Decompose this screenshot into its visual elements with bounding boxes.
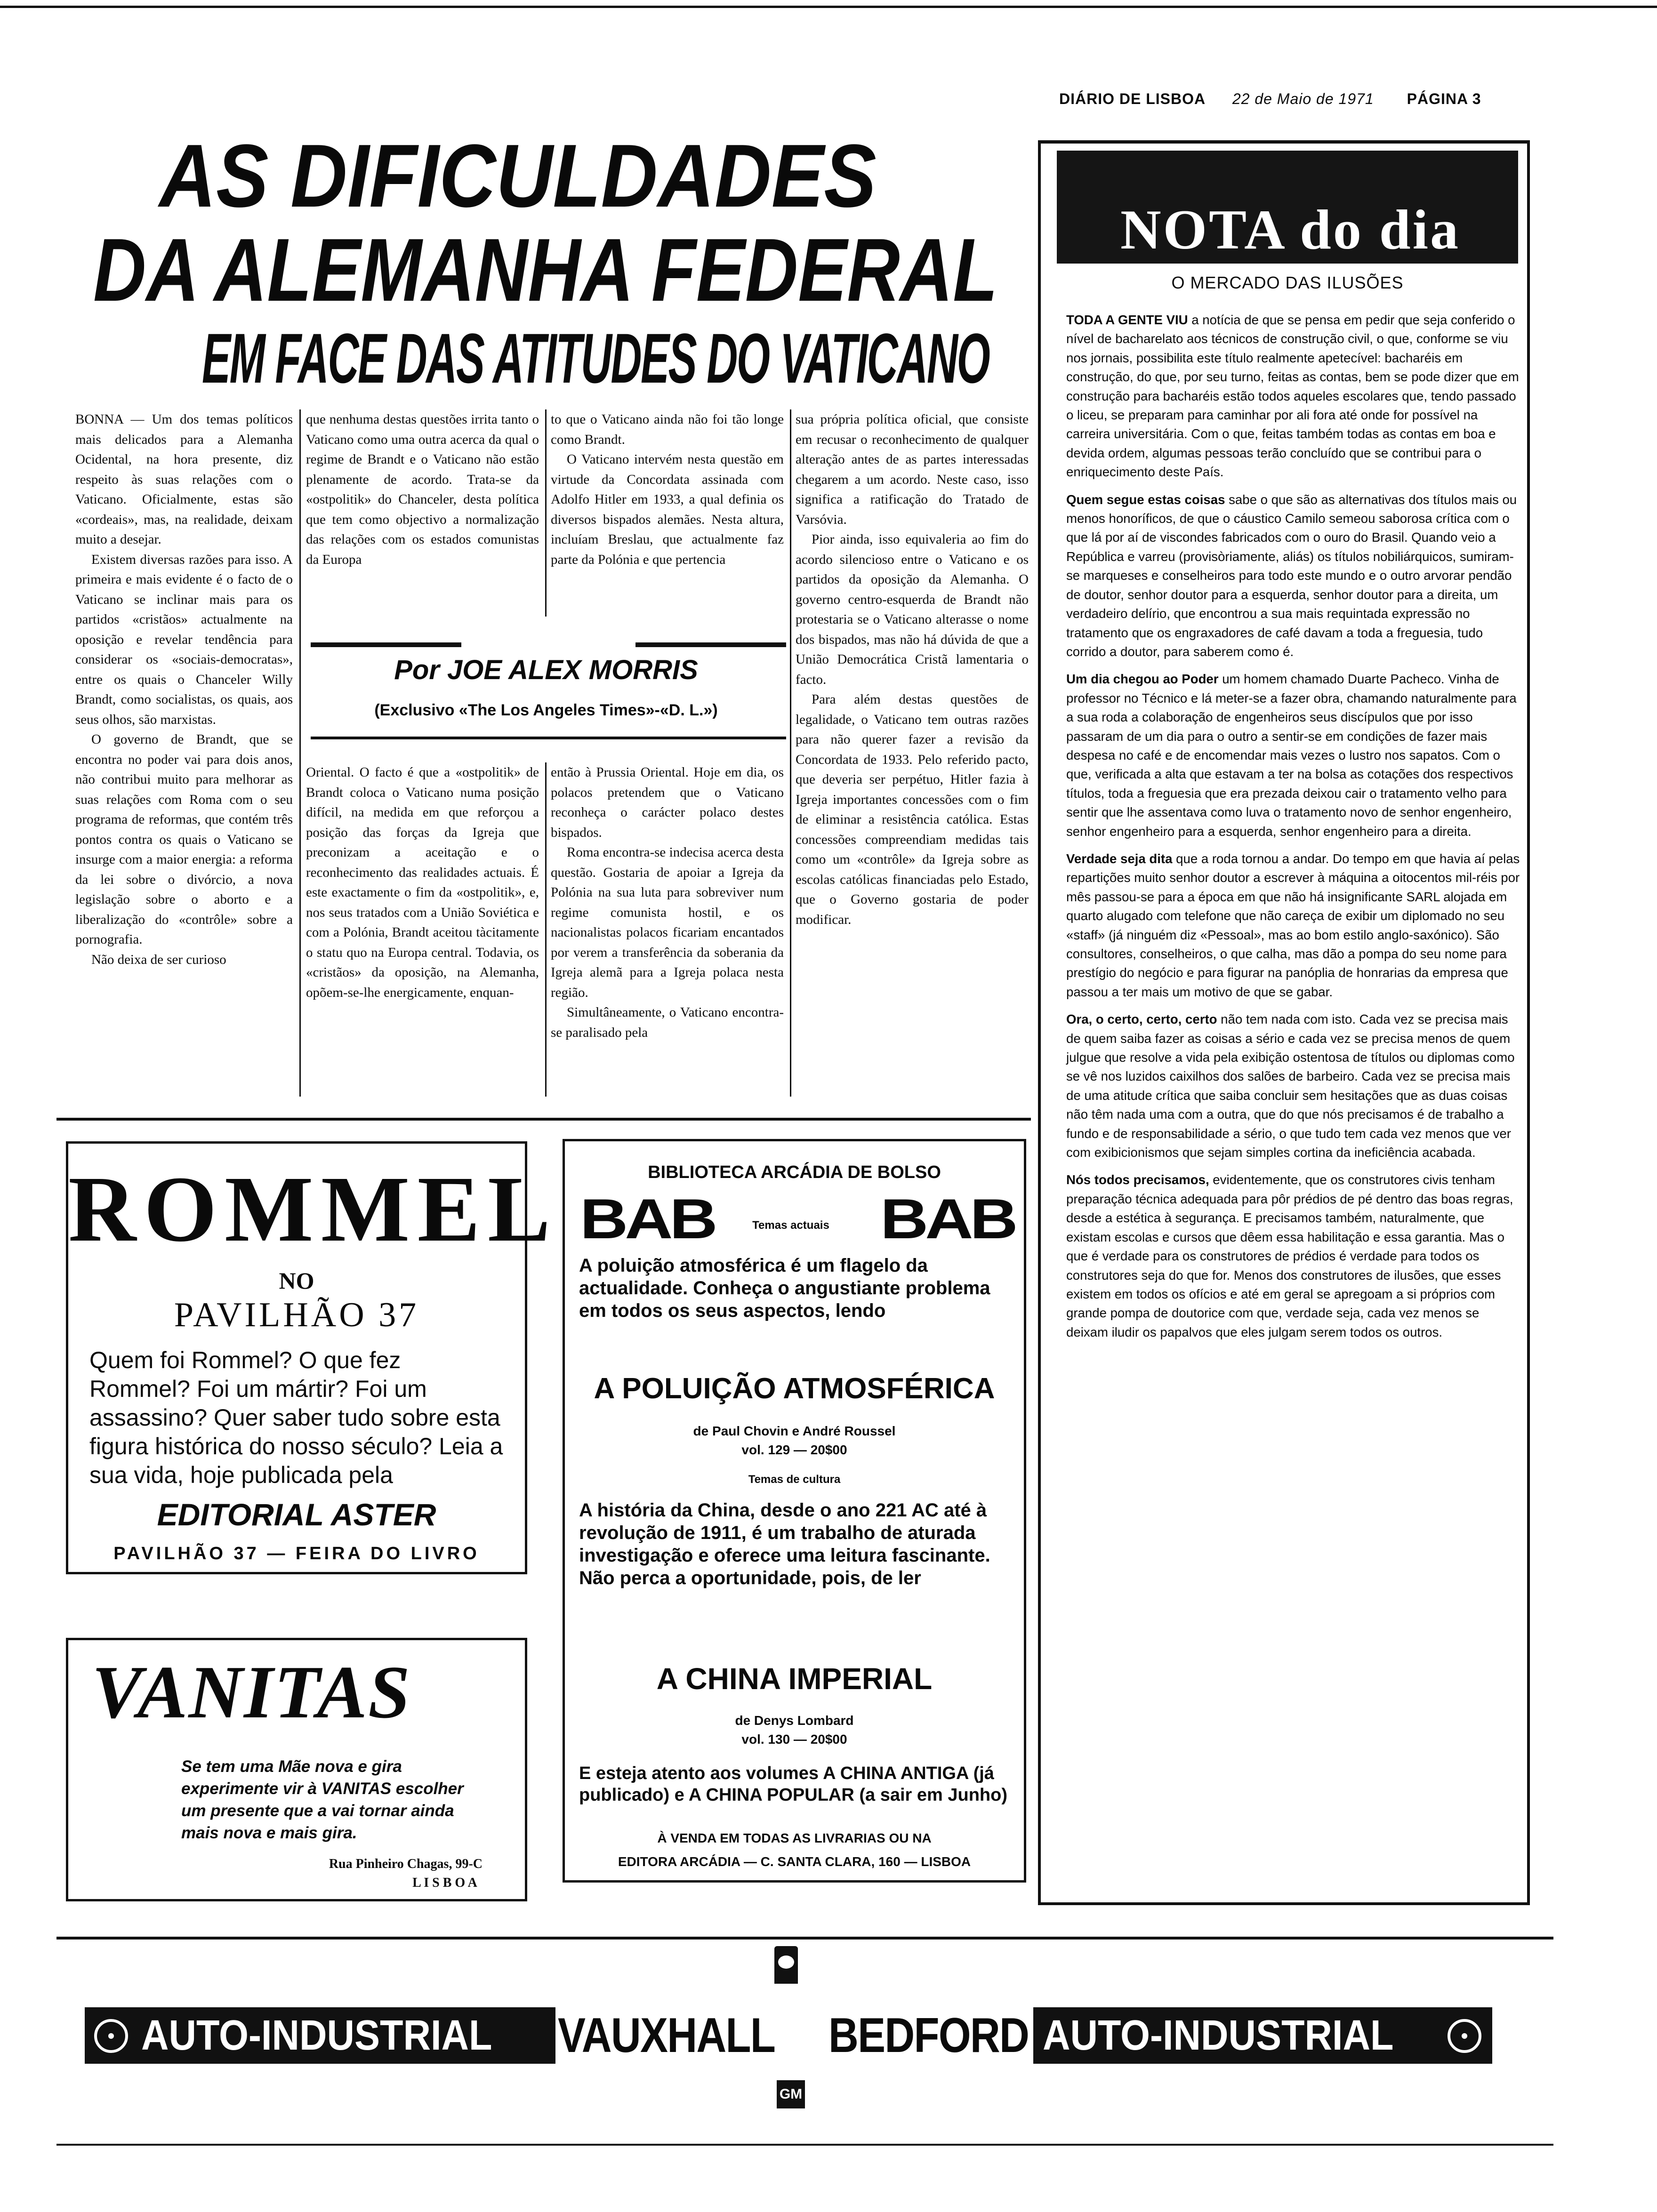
nota-body xyxy=(1066,311,1520,1350)
rommel-body: Quem foi Rommel? O que fez Rommel? Foi um mártir? Foi um assassino? Quer saber tudo sobre esta figura histórica do nosso século? Leia a sua vida, hoje publicada pela xyxy=(89,1347,503,1488)
vanitas-address: Rua Pinheiro Chagas, 99-C xyxy=(329,1857,483,1871)
headline-line-3: EM FACE DAS ATITUDES DO VATICANO xyxy=(202,319,989,398)
top-border xyxy=(0,6,1657,8)
article-paragraph: Pior ainda, isso equivaleria ao fim do acordo silencioso entre o Vaticano e os partidos da oposição da Alemanha. O governo centro-esquerda de Brandt não protestaria se o Vaticano alterasse o nome dos bispados, mas não há dúvida de que a União Democrática Cristã lamentaria o facto. xyxy=(796,532,1029,687)
article-column-2-top xyxy=(306,409,539,617)
article-paragraph: Simultâneamente, o Vaticano encontra-se paralisado pela xyxy=(551,1005,784,1040)
byline-rule xyxy=(311,642,461,647)
nota-left-rule xyxy=(1038,140,1041,1905)
bab-temas-cultura: Temas de cultura xyxy=(748,1473,841,1486)
byline-rule xyxy=(635,642,786,647)
rommel-pavilhao: PAVILHÃO 37 xyxy=(174,1296,419,1334)
vanitas-ad xyxy=(66,1638,527,1901)
article-paragraph: to que o Vaticano ainda não foi tão longe como Brandt. xyxy=(551,412,784,447)
footer-logo-emblem xyxy=(774,1946,798,1998)
headline-line-1: AS DIFICULDADES xyxy=(159,126,877,226)
nota-banner-text: NOTA do dia xyxy=(1120,198,1460,261)
bab-sale: À VENDA EM TODAS AS LIVRARIAS OU NA xyxy=(657,1831,932,1845)
footer-right-block xyxy=(1033,2007,1492,2064)
article-paragraph: Não deixa de ser curioso xyxy=(91,952,226,967)
nota-bottom-rule xyxy=(1038,1902,1530,1905)
bab-book2-vol: vol. 130 — 20$00 xyxy=(741,1732,847,1747)
headline xyxy=(0,125,1036,398)
running-header xyxy=(1059,90,1544,108)
article-paragraph: Para além destas questões de legalidade, o Vaticano tem outras razões para não querer fazer a revisão da Concordata de 1933. Pelo referido pacto, que deveria ser perpétuo, Hitler fazia à Igreja importantes concessões com o fim de eliminar a resistência católica. Estas concessões compreendiam medidas tais como um «contrôle» da Igreja sobre as escolas católicas financiadas pelo Estado, que o Governo gostaria de poder modificar. xyxy=(796,692,1029,927)
bab-note: E esteja atento aos volumes A CHINA ANTIGA (já publicado) e A CHINA POPULAR (a sair em Junho) xyxy=(579,1763,1007,1805)
issue-date: 22 de Maio de 1971 xyxy=(1232,90,1374,107)
bab-book2-author: de Denys Lombard xyxy=(735,1713,854,1728)
vanitas-body: Se tem uma Mãe nova e gira experimente vir à VANITAS escolher um presente que a vai tornar ainda mais nova e mais gira. xyxy=(181,1757,464,1842)
ads-top-rule xyxy=(56,1118,1031,1121)
footer-right-text: AUTO-INDUSTRIAL xyxy=(1043,2012,1394,2059)
bab-intro: A poluição atmosférica é um flagelo da actualidade. Conheça o angustiante problema em todos os seus aspectos, lendo xyxy=(579,1255,990,1321)
article-column-3-bottom xyxy=(551,762,784,1097)
rommel-title: ROMMEL xyxy=(68,1157,558,1261)
bab-ad xyxy=(563,1139,1026,1883)
headline-line-2: DA ALEMANHA FEDERAL xyxy=(93,220,998,320)
column-divider xyxy=(545,762,547,1097)
footer-vauxhall: VAUXHALL xyxy=(558,2008,775,2063)
article-paragraph: Existem diversas razões para isso. A primeira e mais evidente é o facto de o Vaticano se inclinar mais para os partidos «cristãos» actualmente na oposição e revelar tendência para considerar os «sociais-democratas», entre os quais o Chanceler Willy Brandt, como socialistas, os quais, aos seus olhos, são marxistas. xyxy=(75,552,293,727)
rommel-footer: PAVILHÃO 37 — FEIRA DO LIVRO xyxy=(113,1544,480,1563)
article-paragraph: então à Prussia Oriental. Hoje em dia, os polacos pretendem que o Vaticano reconheça o carácter polaco destes bispados. xyxy=(551,765,784,840)
nota-banner xyxy=(1057,151,1518,264)
nota-paragraph: Um dia chegou ao Poder um homem chamado Duarte Pacheco. Vinha de professor no Técnico e lá meter-se a fazer obra, chamando naturalmente para a sua roda a colaboração de engenheiros seus discípulos que por isso passaram de um dia para o outro a sentir-se em condições de fazer mais despesa no café e de encomendar mais vezes o lustro nos sapatos. Com o que, verificada a alta que estavam a ter na bolsa as cotações dos respectivos títulos, toda a freguesia que era prezada deixou cair o tratamento velho para sentir que lhe assentava como luva o tratamento novo de senhor engenheiro, senhor engenheiro para a esquerda, senhor engenheiro para a direita. xyxy=(1066,672,1517,839)
nota-top-rule xyxy=(1038,140,1530,144)
paper-name: DIÁRIO DE LISBOA xyxy=(1059,90,1205,107)
article-column-4 xyxy=(796,409,1029,1097)
article-paragraph: Roma encontra-se indecisa acerca desta questão. Gostaria de apoiar a Igreja da Polónia na sua luta para sobreviver num regime comunista hostil, e os nacionalistas polacos ficariam encantados por verem a transferência da soberania da Igreja alemã para a Igreja polaca nesta região. xyxy=(551,845,784,1000)
article-paragraph: que nenhuma destas questões irrita tanto o Vaticano como uma outra acerca da qual o regime de Brandt e o Vaticano não estão plenamente de acordo. Trata-se da «ostpolitik» do Chanceler, desta política que tem como objectivo a normalização das relações com os estados comunistas da Europa xyxy=(306,412,539,567)
footer-bedford: BEDFORD xyxy=(828,2008,1029,2063)
nota-paragraph: Verdade seja dita que a roda tornou a andar. Do tempo em que havia aí pelas repartições muito senhor doutor a escrever à máquina a oitocentos mil-réis por mês passou-se para a época em que não há insignificante SARL alojada em quarto alugado com telefone que não careça de exibir um diplomado no seu «staff» (já ninguém diz «Pessoal», mas ao bom estilo anglo-saxónico). São consultores, conselheiros, o que calha, mas dão a pompa do seu nome para prestígio do negócio e para figurar na panóplia de honrarias da empresa que passou a ter mais um motivo de que se gabar. xyxy=(1066,851,1520,999)
rommel-no: NO xyxy=(279,1267,314,1294)
bab-header: BIBLIOTECA ARCÁDIA DE BOLSO xyxy=(648,1162,941,1182)
footer-top-rule xyxy=(56,1937,1553,1940)
page-number: PÁGINA 3 xyxy=(1407,90,1481,107)
article-paragraph: O Vaticano intervém nesta questão em virtude da Concordata assinada com Adolfo Hitler em 1933, a qual definia os diversos bispados alemães. Nesta altura, incluíam Breslau, que actualmente faz parte da Polónia e que pertencia xyxy=(551,452,784,567)
rommel-publisher: EDITORIAL ASTER xyxy=(157,1497,436,1532)
article-column-2-bottom xyxy=(306,762,539,1097)
vanitas-city: L I S B O A xyxy=(412,1875,477,1890)
article-paragraph: O governo de Brandt, que se encontra no poder vai para dois anos, não contribui muito para melhorar as suas relações com Roma com o seu programa de reformas, que contém três pontos contra os quais o Vaticano se insurge com a maior energia: a reforma da lei sobre o divórcio, a nova legislação sobre o aborto e a liberalização do «contrôle» sobre a pornografia. xyxy=(75,732,293,947)
nota-paragraph: Ora, o certo, certo, certo não tem nada com isto. Cada vez se precisa mais de quem saiba fazer as coisas a sério e cada vez se precisa menos de quem julgue que resolve a vida pela exibição ostentosa de títulos ou diplomas como se vê nos luzidos caixilhos dos salões de barbeiro. Cada vez se precisa mais de uma atitude crítica que saiba concluir sem hesitações que as duas coisas não têm nada uma com a outra, que do que nós precisamos é de trabalho a fundo e de responsabilidade a sério, o que tudo tem cada vez menos que ver com exibicionismos que sejam simples cortina da ineficiência acabada. xyxy=(1066,1012,1515,1160)
bab-intro-2: A história da China, desde o ano 221 AC até à revolução de 1911, é um trabalho de aturada investigação e oferece uma leitura fascinante. Não perca a oportunidade, pois, de ler xyxy=(579,1500,990,1588)
bab-book1-vol: vol. 129 — 20$00 xyxy=(741,1443,847,1457)
bab-book1-title: A POLUIÇÃO ATMOSFÉRICA xyxy=(594,1372,995,1405)
rommel-ad xyxy=(66,1141,558,1574)
byline: Por JOE ALEX MORRIS xyxy=(394,655,698,685)
nota-subtitle: O MERCADO DAS ILUSÕES xyxy=(1171,273,1404,292)
article-paragraph: Oriental. O facto é que a «ostpolitik» de Brandt coloca o Vaticano numa posição difícil, na medida em que reforçou a posição das forças da Igreja que preconizam a aceitação e o reconhecimento das realidades actuais. É este exactamente o fim da «ostpolitik», e, nos seus tratados com a União Soviética e com a Polónia, Brandt aceitou tàcitamente o statu quo na Europa central. Todavia, os «cristãos» da oposição, na Alemanha, opõem-se-lhe energicamente, enquan- xyxy=(306,765,539,1000)
footer-bottom-rule xyxy=(56,2144,1553,2146)
article-column-3-top xyxy=(551,409,784,617)
bab-temas-actuais: Temas actuais xyxy=(752,1219,829,1232)
column-divider xyxy=(299,409,301,1097)
bab-book2-title: A CHINA IMPERIAL xyxy=(656,1662,933,1696)
bab-logo-left: BAB xyxy=(580,1187,715,1250)
gm-logo: GM xyxy=(777,2080,805,2108)
footer-left-block xyxy=(85,2007,555,2064)
nota-paragraph: Nós todos precisamos, evidentemente, que os construtores civis tenham preparação técnica adequada para pôr prédios de pé dentro das boas regras, desde a estética à segurança. E precisamos também, naturalmente, que existam escolas e cursos que dêem essa habilitação e essa garantia. Mas o que é verdade para os construtores de prédios é verdade para todos os construtores seja do que for. Menos dos construtores de ilusões, que esses existem em todos os ofícios e até em geral se apregoam a si próprios com grande pompa de doutorice com que, verdade seja, cada vez menos se deixam iludir os papalvos que eles julgam serem todos os outros. xyxy=(1066,1172,1513,1339)
wheel-icon xyxy=(1448,2019,1481,2053)
nota-paragraph: Quem segue estas coisas sabe o que são as alternativas dos títulos mais ou menos honoríficos, de que o cáustico Camilo semeou saborosa crítica com o que lá por aí de viscondes fabricados com o ouro do Brasil. Quando veio a República e varreu (provisòriamente, aliás) os títulos nobiliárquicos, sumiram-se marqueses e conselheiros para todo este mundo e o outro arvorar pendão de doutor, senhor doutor para a esquerda, senhor doutor para a direita, um verdadeiro delírio, que encontrou a sua mais requintada expressão no tratamento que os engraxadores de café davam a toda a freguesia, tudo corrido a doutor, para saberem como é. xyxy=(1066,492,1517,659)
wheel-icon xyxy=(94,2019,128,2053)
article-paragraph: sua própria política oficial, que consiste em recusar o reconhecimento de qualquer alteração antes de as partes interessadas chegarem a um acordo. Neste caso, isso significa a ratificação do Tratado de Varsóvia. xyxy=(796,412,1029,527)
nota-right-rule xyxy=(1527,140,1530,1905)
column-divider xyxy=(545,409,547,617)
bab-book1-authors: de Paul Chovin e André Roussel xyxy=(693,1424,896,1438)
vanitas-logo: VANITAS xyxy=(92,1650,411,1734)
byline-source: (Exclusivo «The Los Angeles Times»-«D. L.») xyxy=(374,701,718,719)
bab-publisher: EDITORA ARCÁDIA — C. SANTA CLARA, 160 — LISBOA xyxy=(618,1854,971,1869)
article-paragraph: BONNA — Um dos temas políticos mais delicados para a Alemanha Ocidental, na hora presente, diz respeito às suas relações com o Vaticano. Oficialmente, estas são «cordeais», mas, na realidade, deixam muito a desejar. xyxy=(75,412,293,547)
footer-left-text: AUTO-INDUSTRIAL xyxy=(141,2012,492,2059)
article-column-1 xyxy=(75,409,293,1097)
column-divider xyxy=(790,409,791,1097)
byline-rule xyxy=(311,737,786,739)
nota-paragraph: TODA A GENTE VIU a notícia de que se pensa em pedir que seja conferido o nível de bacharelato aos técnicos de construção civil, o que, conforme se viu nos jornais, possibilita este título realmente apetecível: bacharéis em construção, do que, por seu turno, feitas as contas, bem se pode dizer que em construção para bacharéis estão todos aqueles escolares que, tendo passado o liceu, se preparam para caminhar por ali fora até onde for possível na carreira universitária. Com o que, feitas também todas as contas em boa e devida ordem, algumas pessoas terão concluído que se contribui para o enriquecimento deste País. xyxy=(1066,313,1519,480)
bab-logo-right: BAB xyxy=(880,1187,1015,1250)
